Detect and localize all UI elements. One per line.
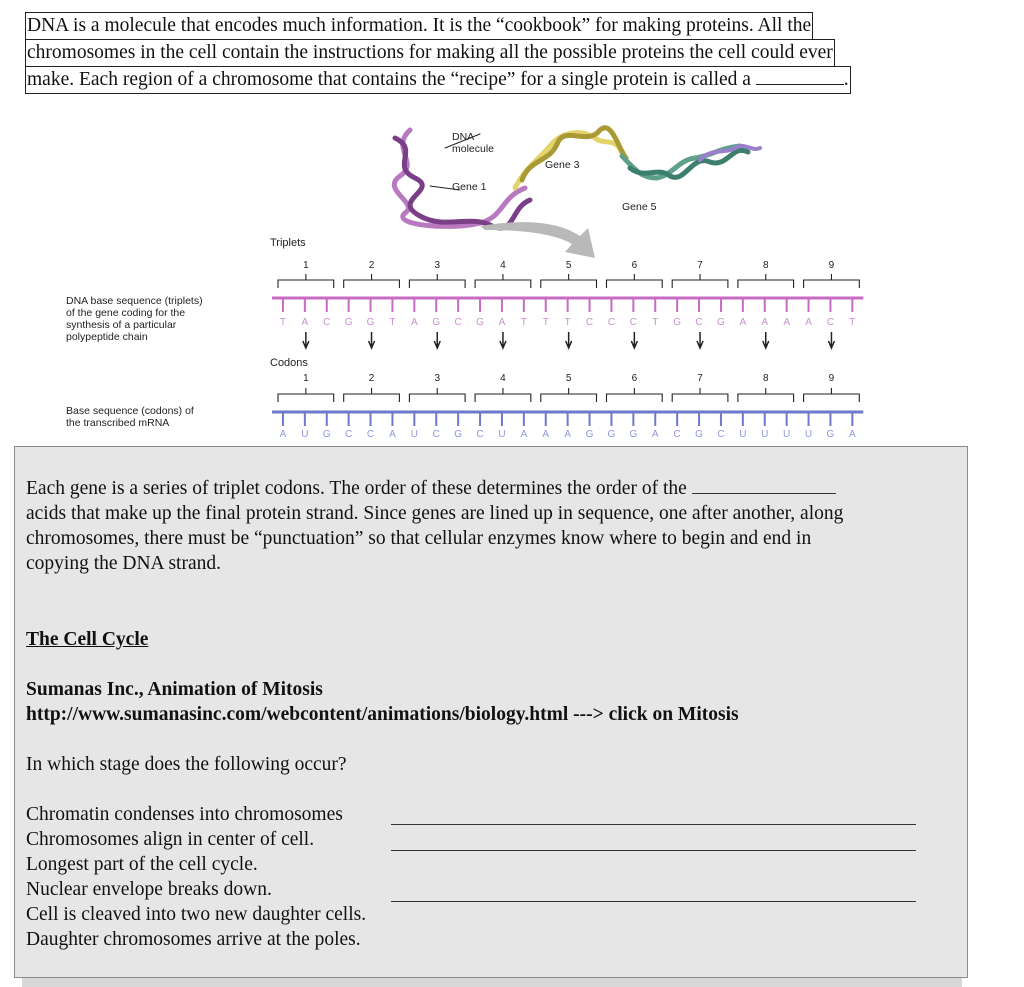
dna-base: A	[301, 317, 309, 328]
stage-item: Chromatin condenses into chromosomes	[26, 804, 343, 825]
dna-base: C	[585, 317, 594, 328]
mrna-base: G	[607, 429, 616, 440]
transcription-arrow-down	[369, 332, 375, 348]
mrna-base: A	[564, 429, 571, 440]
mrna-base: A	[279, 429, 287, 440]
triplet-number: 8	[762, 260, 769, 271]
dna-base: G	[673, 317, 682, 328]
mrna-base: G	[695, 429, 703, 440]
dna-base: G	[432, 317, 441, 328]
triplet-bracket	[541, 274, 597, 288]
gene5-label: Gene 5	[622, 201, 657, 213]
dna-desc-line-1: DNA base sequence (triplets)	[66, 295, 203, 307]
dna-base: T	[564, 317, 571, 328]
stage-item: Longest part of the cell cycle.	[26, 854, 258, 875]
mrna-base: A	[520, 429, 528, 440]
mrna-desc-line-2: the transcribed mRNA	[66, 417, 170, 429]
intro-paragraph	[25, 13, 851, 94]
gene1-label: Gene 1	[452, 181, 487, 193]
codon-bracket	[738, 388, 794, 402]
codon-paragraph-line-4: copying the DNA strand.	[26, 553, 221, 574]
triplet-number: 6	[631, 260, 638, 271]
mrna-desc-line-1: Base sequence (codons) of	[66, 405, 194, 417]
triplet-number: 3	[434, 260, 441, 271]
codon-number: 1	[303, 373, 309, 384]
codon-number: 7	[697, 373, 703, 384]
codon-number: 8	[762, 373, 769, 384]
codon-bracket	[541, 388, 597, 402]
mrna-base: U	[410, 429, 418, 440]
transcription-arrow	[480, 222, 595, 258]
codon-bracket	[672, 388, 728, 402]
dna-base: A	[805, 317, 812, 328]
triplet-bracket	[672, 274, 728, 288]
transcription-arrow-down	[763, 332, 769, 348]
triplet-number: 1	[303, 260, 309, 271]
molecule-label: molecule	[452, 143, 495, 155]
intro-line-1: DNA is a molecule that encodes much information. It is the “cookbook” for making proteins. All the	[25, 12, 813, 40]
triplet-bracket	[738, 274, 794, 288]
mrna-base: G	[826, 429, 835, 440]
mrna-base: U	[761, 429, 769, 440]
dna-base: A	[411, 317, 418, 328]
mrna-base: C	[673, 429, 681, 440]
triplet-bracket	[607, 274, 663, 288]
stage-item: Cell is cleaved into two new daughter cells.	[26, 904, 367, 925]
mrna-base: C	[366, 429, 375, 440]
cell-cycle-heading: The Cell Cycle	[26, 629, 149, 650]
mrna-base: G	[585, 429, 594, 440]
dna-base: T	[652, 317, 659, 328]
triplet-number: 7	[697, 260, 703, 271]
dna-base: C	[826, 317, 835, 328]
transcription-arrow-down	[828, 332, 834, 348]
dna-base: T	[389, 317, 396, 328]
mrna-base: C	[476, 429, 484, 440]
source-url[interactable]: http://www.sumanasinc.com/webcontent/animations/biology.html ---> click on Mitosis	[26, 704, 739, 725]
mrna-base: U	[783, 429, 791, 440]
mrna-base: U	[498, 429, 506, 440]
helix-gene3-strand-b	[522, 128, 626, 180]
mrna-base: A	[542, 429, 550, 440]
mrna-base: U	[804, 429, 813, 440]
codon-number: 9	[828, 373, 835, 384]
triplet-bracket	[475, 274, 531, 288]
transcription-arrow-down	[631, 332, 637, 348]
panel-shadow	[22, 978, 962, 987]
mrna-base: C	[432, 429, 440, 440]
dna-base: C	[695, 317, 703, 328]
mrna-base: A	[389, 429, 396, 440]
codon-bracket	[344, 388, 400, 402]
dna-base: T	[520, 317, 527, 328]
triplet-bracket	[344, 274, 400, 288]
stage-question: In which stage does the following occur?	[26, 754, 347, 775]
mrna-base: U	[739, 429, 747, 440]
dna-base: A	[783, 317, 790, 328]
transcription-arrow-down	[566, 332, 572, 348]
gene-answer-blank[interactable]	[756, 68, 844, 85]
dna-desc-line-3: synthesis of a particular	[66, 319, 177, 331]
codon-paragraph-line-2: acids that make up the final protein strand. Since genes are lined up in sequence, one after another, along	[26, 503, 844, 524]
triplets-label: Triplets	[270, 237, 306, 249]
sequence-diagram	[272, 260, 863, 440]
codons-label: Codons	[270, 357, 308, 369]
dna-label: DNA	[452, 131, 475, 143]
triplet-bracket	[409, 274, 465, 288]
stage-item: Daughter chromosomes arrive at the poles.	[26, 929, 361, 950]
dna-base: T	[849, 317, 856, 328]
dna-base: C	[323, 317, 331, 328]
triplet-bracket	[804, 274, 860, 288]
dna-base: C	[629, 317, 637, 328]
transcription-arrow-down	[500, 332, 506, 348]
codon-bracket	[409, 388, 465, 402]
triplet-number: 5	[565, 260, 572, 271]
dna-base: A	[739, 317, 747, 328]
intro-line-2: chromosomes in the cell contain the instructions for making all the possible proteins the cell could ever	[25, 39, 835, 67]
codon-paragraph-line-1	[26, 476, 843, 501]
mrna-base: G	[454, 429, 463, 440]
mrna-base: C	[345, 429, 353, 440]
intro-line-3	[25, 66, 851, 94]
codon-bracket	[475, 388, 531, 402]
cell-cycle-panel	[14, 446, 968, 978]
dna-base: T	[542, 317, 549, 328]
intro-line-3-end: .	[843, 69, 849, 90]
answer-line-chromatin[interactable]	[391, 824, 916, 825]
transcription-arrow-down	[303, 332, 309, 348]
codon-number: 5	[565, 373, 572, 384]
stage-item: Chromosomes align in center of cell.	[26, 829, 315, 850]
codon-bracket	[607, 388, 663, 402]
codon-bracket	[804, 388, 860, 402]
dna-sequence-description	[66, 295, 203, 343]
dna-base: C	[454, 317, 462, 328]
dna-base: G	[366, 317, 375, 328]
dna-base: C	[607, 317, 616, 328]
triplet-number: 9	[828, 260, 835, 271]
triplet-bracket	[278, 274, 334, 288]
dna-base: A	[498, 317, 506, 328]
dna-base: A	[761, 317, 769, 328]
codon-number: 2	[368, 373, 375, 384]
dna-desc-line-4: polypeptide chain	[66, 331, 148, 343]
mrna-base: A	[651, 429, 659, 440]
stage-item: Nuclear envelope breaks down.	[26, 879, 272, 900]
mrna-base: G	[629, 429, 638, 440]
amino-answer-blank[interactable]	[692, 477, 836, 494]
mrna-base: C	[717, 429, 725, 440]
dna-base: G	[717, 317, 725, 328]
codon-paragraph	[26, 476, 843, 576]
dna-transcription-figure	[60, 118, 870, 443]
codon-number: 6	[631, 373, 638, 384]
dna-base: G	[476, 317, 484, 328]
triplet-number: 4	[500, 260, 506, 271]
dna-base: T	[279, 317, 287, 328]
mrna-sequence-description	[66, 405, 194, 429]
mrna-base: G	[322, 429, 331, 440]
mrna-base: U	[301, 429, 309, 440]
triplet-number: 2	[368, 260, 375, 271]
dna-base: G	[344, 317, 353, 328]
source-title: Sumanas Inc., Animation of Mitosis	[26, 679, 323, 700]
codon-number: 3	[434, 373, 441, 384]
dna-helix-illustration	[394, 128, 760, 228]
gene3-label: Gene 3	[545, 159, 580, 171]
codon-bracket	[278, 388, 334, 402]
dna-desc-line-2: of the gene coding for the	[66, 307, 186, 319]
mrna-base: A	[849, 429, 856, 440]
codon-paragraph-line-3: chromosomes, there must be “punctuation” so that cellular enzymes know where to begin and end in	[26, 528, 812, 549]
codon-text-a: Each gene is a series of triplet codons. The order of these determines the order of the	[26, 478, 687, 499]
answer-line-align[interactable]	[391, 850, 916, 851]
intro-line-3-text: make. Each region of a chromosome that contains the “recipe” for a single protein is called a	[27, 69, 751, 90]
helix-gene5-strand-b	[630, 150, 748, 177]
codon-number: 4	[500, 373, 506, 384]
answer-line-envelope[interactable]	[391, 901, 916, 902]
transcription-arrow-down	[697, 332, 703, 348]
stage-items-list	[26, 802, 366, 952]
transcription-arrow-down	[434, 332, 440, 348]
